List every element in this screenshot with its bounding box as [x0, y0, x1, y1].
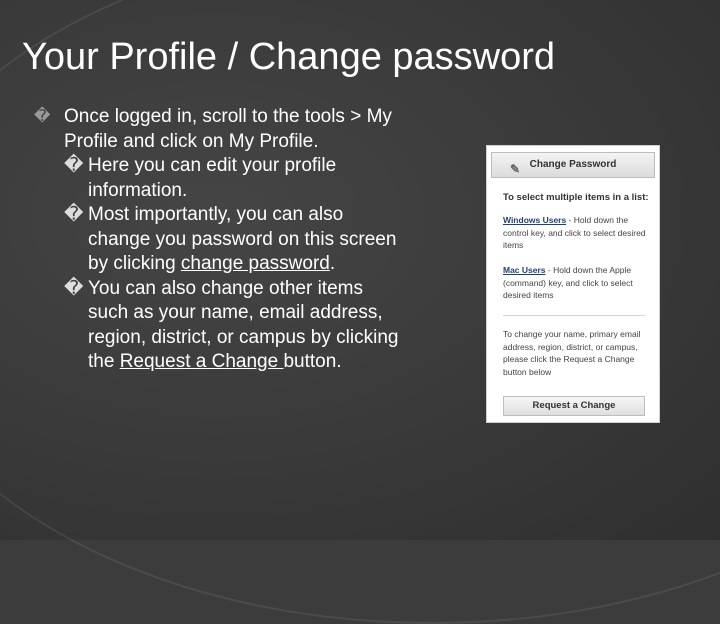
- bullet-marker: �: [64, 155, 84, 176]
- multi-select-heading: To select multiple items in a list:: [503, 192, 649, 203]
- main-bullet: [34, 105, 404, 154]
- request-change-button[interactable]: Request a Change: [503, 396, 645, 416]
- main-bullet-text: Once logged in, scroll to the tools > My Profile and click on My Profile.: [64, 106, 392, 152]
- bullet-marker: �: [34, 108, 51, 125]
- change-password-link[interactable]: change password: [180, 253, 330, 274]
- sub-bullet-text: You can also change other items such as your name, email address, region, district, or campus by clicking the: [88, 277, 399, 372]
- change-password-label: Change Password: [529, 159, 617, 170]
- mac-instructions: [503, 264, 653, 302]
- change-password-button[interactable]: [491, 152, 655, 178]
- divider: [503, 315, 645, 316]
- sub-bullet-change-password: [34, 203, 404, 277]
- mac-users-label: Mac Users: [503, 265, 546, 275]
- pencil-icon: ✎: [510, 162, 521, 176]
- request-change-link[interactable]: Request a Change: [119, 351, 284, 372]
- windows-instructions: [503, 214, 653, 252]
- sub-bullet-edit-profile: [34, 154, 404, 203]
- slide-title: Your Profile / Change password: [22, 36, 556, 78]
- sub-bullet-text-end: .: [329, 253, 336, 274]
- windows-text: - Hold down the control key, and click to select desired items: [503, 215, 646, 250]
- sub-bullet-text-end: button.: [283, 351, 342, 372]
- bullet-marker: �: [64, 277, 84, 299]
- windows-users-label: Windows Users: [503, 215, 567, 225]
- profile-screenshot-panel: [486, 145, 660, 423]
- change-info-text: To change your name, primary email address, region, district, or campus, please click the Request a Change button below: [503, 329, 641, 377]
- sub-bullet-text: Most importantly, you can also change you password on this screen by clicking: [88, 204, 397, 274]
- bullet-marker: �: [64, 204, 84, 225]
- sub-bullet-request-change: [34, 277, 404, 375]
- sub-bullet-text: Here you can edit your profile information.: [88, 155, 337, 201]
- slide-body: [34, 105, 404, 375]
- mac-text: - Hold down the Apple (command) key, and click to select desired items: [503, 265, 633, 300]
